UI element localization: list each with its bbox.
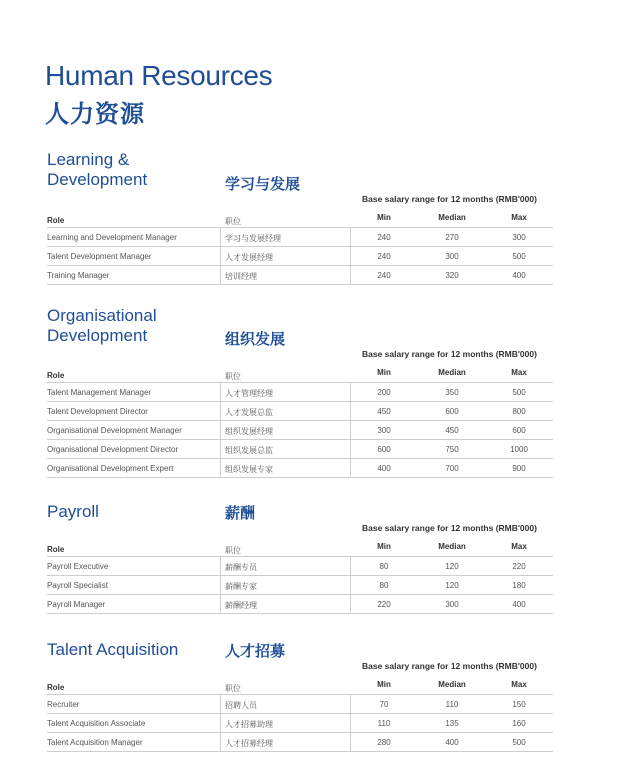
salary-range-label: Base salary range for 12 months (RMB'000) [362, 523, 537, 533]
header-max: Max [511, 680, 527, 689]
cell-min: 400 [377, 464, 391, 473]
header-min: Min [377, 368, 391, 377]
header-role-zh: 职位 [225, 217, 241, 226]
section-title: Learning & Development [47, 150, 148, 189]
table-row [47, 556, 553, 575]
table-header [47, 680, 553, 694]
salary-table [47, 227, 553, 285]
table-header [47, 368, 553, 382]
section-title: Organisational Development [47, 306, 157, 345]
cell-min: 110 [377, 719, 391, 728]
cell-min: 600 [377, 445, 391, 454]
salary-range-label: Base salary range for 12 months (RMB'000) [362, 661, 537, 671]
cell-role-zh: 组织发展经理 [225, 427, 273, 436]
section-title-zh: 组织发展 [225, 331, 286, 348]
cell-min: 240 [377, 233, 391, 242]
salary-range-label: Base salary range for 12 months (RMB'000) [362, 349, 537, 359]
cell-min: 80 [379, 581, 389, 590]
table-header [47, 542, 553, 556]
header-median: Median [438, 368, 466, 377]
cell-max: 1000 [510, 445, 528, 454]
table-row [47, 458, 553, 478]
cell-role-zh: 薪酬专员 [225, 563, 257, 572]
page-title-zh: 人力资源 [45, 101, 145, 128]
page-title: Human Resources [45, 60, 273, 91]
table-row [47, 575, 553, 594]
section-title-zh: 薪酬 [225, 505, 256, 522]
header-max: Max [511, 213, 527, 222]
cell-role-zh: 人才招募经理 [225, 739, 273, 748]
cell-role: Payroll Executive [47, 562, 109, 571]
section-title: Talent Acquisition [47, 640, 179, 659]
cell-role: Talent Acquisition Associate [47, 719, 146, 728]
cell-role-zh: 人才发展经理 [225, 253, 273, 262]
cell-median: 110 [445, 700, 459, 709]
cell-role-zh: 组织发展专家 [225, 465, 273, 474]
header-role: Role [47, 371, 65, 380]
table-row [47, 420, 553, 439]
table-row [47, 227, 553, 246]
cell-role: Talent Development Manager [47, 252, 152, 261]
cell-median: 320 [445, 271, 459, 280]
cell-role: Payroll Manager [47, 600, 106, 609]
salary-table [47, 694, 553, 752]
cell-role-zh: 人才发展总监 [225, 408, 273, 417]
cell-max: 500 [512, 252, 526, 261]
salary-table [47, 382, 553, 478]
cell-min: 450 [377, 407, 391, 416]
header-role: Role [47, 545, 65, 554]
cell-max: 400 [512, 600, 526, 609]
salary-table [47, 556, 553, 614]
table-header [47, 213, 553, 227]
cell-role: Training Manager [47, 271, 110, 280]
cell-median: 120 [445, 562, 459, 571]
cell-role-zh: 学习与发展经理 [225, 234, 281, 243]
cell-role: Organisational Development Director [47, 445, 179, 454]
header-role: Role [47, 216, 65, 225]
cell-min: 280 [377, 738, 391, 747]
header-role-zh: 职位 [225, 684, 241, 693]
cell-min: 70 [379, 700, 389, 709]
cell-role-zh: 薪酬专家 [225, 582, 257, 591]
cell-role-zh: 招聘人员 [225, 701, 257, 710]
cell-role-zh: 人才管理经理 [225, 389, 273, 398]
cell-max: 900 [512, 464, 526, 473]
cell-median: 135 [445, 719, 459, 728]
cell-min: 300 [377, 426, 391, 435]
cell-max: 800 [512, 407, 526, 416]
cell-role: Talent Management Manager [47, 388, 152, 397]
section-title-zh: 人才招募 [225, 643, 286, 660]
cell-median: 300 [445, 600, 459, 609]
table-row [47, 732, 553, 752]
header-min: Min [377, 213, 391, 222]
cell-min: 220 [377, 600, 391, 609]
header-median: Median [438, 213, 466, 222]
header-median: Median [438, 680, 466, 689]
cell-role: Talent Development Director [47, 407, 148, 416]
cell-role: Organisational Development Expert [47, 464, 174, 473]
table-row [47, 594, 553, 614]
cell-median: 270 [445, 233, 459, 242]
cell-min: 80 [379, 562, 389, 571]
header-role-zh: 职位 [225, 372, 241, 381]
cell-role: Learning and Development Manager [47, 233, 177, 242]
cell-median: 400 [445, 738, 459, 747]
salary-range-label: Base salary range for 12 months (RMB'000) [362, 194, 537, 204]
cell-max: 160 [512, 719, 526, 728]
header-median: Median [438, 542, 466, 551]
header-role-zh: 职位 [225, 546, 241, 555]
cell-role-zh: 组织发展总监 [225, 446, 273, 455]
cell-max: 300 [512, 233, 526, 242]
header-role: Role [47, 683, 65, 692]
cell-role: Organisational Development Manager [47, 426, 182, 435]
cell-median: 700 [445, 464, 459, 473]
cell-max: 220 [512, 562, 526, 571]
section-title: Payroll [47, 502, 99, 521]
cell-max: 180 [512, 581, 526, 590]
cell-max: 400 [512, 271, 526, 280]
header-min: Min [377, 680, 391, 689]
cell-role: Recruiter [47, 700, 80, 709]
cell-median: 300 [445, 252, 459, 261]
cell-median: 600 [445, 407, 459, 416]
cell-median: 750 [445, 445, 459, 454]
table-row [47, 265, 553, 285]
cell-max: 150 [512, 700, 526, 709]
table-row [47, 246, 553, 265]
cell-min: 240 [377, 252, 391, 261]
cell-median: 450 [445, 426, 459, 435]
table-row [47, 401, 553, 420]
cell-median: 350 [445, 388, 459, 397]
cell-max: 500 [512, 738, 526, 747]
header-min: Min [377, 542, 391, 551]
section-title-zh: 学习与发展 [225, 176, 301, 193]
cell-min: 200 [377, 388, 391, 397]
cell-max: 500 [512, 388, 526, 397]
cell-role-zh: 薪酬经理 [225, 601, 257, 610]
cell-role: Talent Acquisition Manager [47, 738, 143, 747]
table-row [47, 382, 553, 401]
table-row [47, 713, 553, 732]
header-max: Max [511, 542, 527, 551]
cell-role-zh: 培训经理 [225, 272, 257, 281]
cell-median: 120 [445, 581, 459, 590]
table-row [47, 694, 553, 713]
cell-role-zh: 人才招募助理 [225, 720, 273, 729]
table-row [47, 439, 553, 458]
cell-role: Payroll Specialist [47, 581, 108, 590]
header-max: Max [511, 368, 527, 377]
cell-max: 600 [512, 426, 526, 435]
cell-min: 240 [377, 271, 391, 280]
